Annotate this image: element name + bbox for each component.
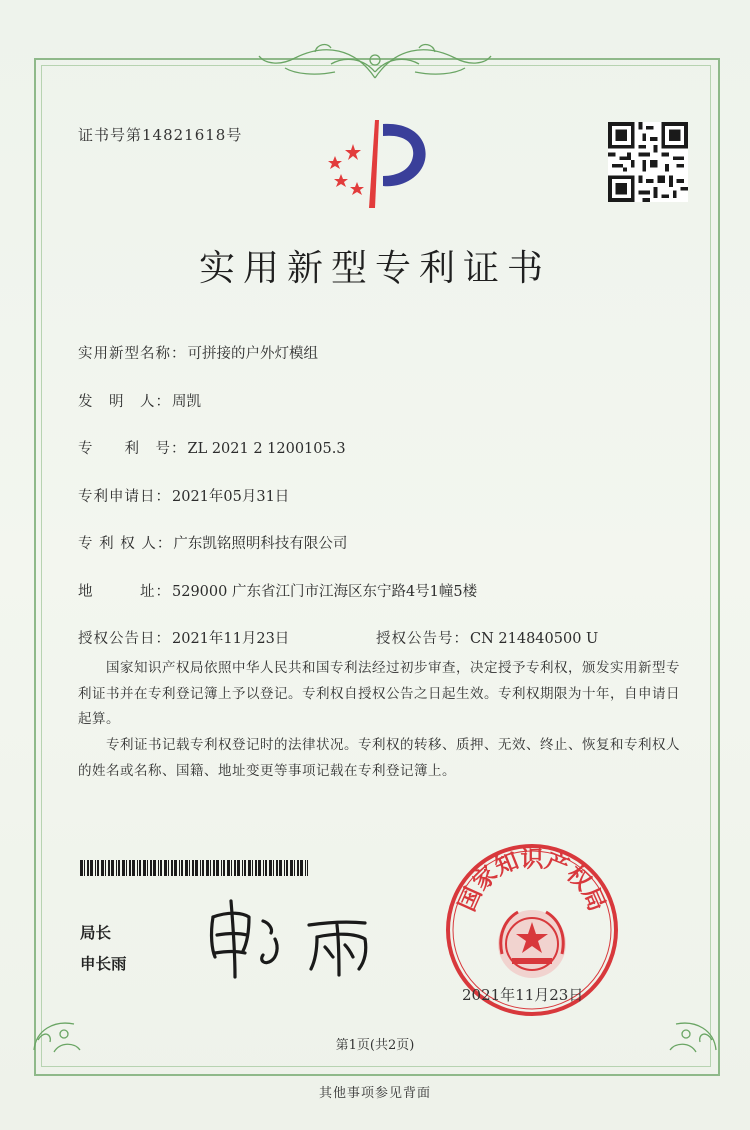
field-value: 广东凯铭照明科技有限公司 (173, 536, 348, 552)
field-address: 地 址： 529000 广东省江门市江海区东宁路4号1幢5楼 (78, 580, 477, 601)
body-paragraph-1: 国家知识产权局依照中华人民共和国专利法经过初步审查，决定授予专利权，颁发实用新型专利证书并在专利登记簿上予以登记。专利权自授权公告之日起生效。专利权期限为十年，自申请日起算。 (78, 660, 680, 727)
seal-date: 2021年11月23日 (462, 986, 584, 1004)
field-value: ZL 2021 2 1200105.3 (187, 441, 346, 457)
cnipa-logo-icon (313, 112, 438, 212)
certificate-title: 实用新型专利证书 (198, 248, 551, 289)
field-value: CN 214840500 U (470, 631, 599, 647)
seal-text: 国家知识产权局 (454, 846, 610, 916)
director-name: 申长雨 (80, 955, 127, 973)
field-label: 授权公告号 (376, 631, 454, 647)
field-label: 授权公告日 (78, 631, 156, 647)
page-number: 第1页(共2页) (335, 1038, 415, 1053)
field-label: 地 址 (78, 584, 156, 600)
barcode-icon (80, 860, 308, 876)
field-patent-number: 专 利 号： ZL 2021 2 1200105.3 (78, 437, 346, 458)
certificate-number: 证书号第14821618号 (78, 126, 243, 144)
field-label: 实用新型名称 (78, 346, 171, 362)
field-inventor: 发 明 人： 周凯 (78, 390, 201, 411)
footer-note: 其他事项参见背面 (318, 1086, 431, 1101)
director-title: 局长 (80, 924, 112, 942)
field-value: 2021年11月23日 (172, 631, 290, 647)
signature-icon (205, 895, 380, 980)
field-label: 专 利 号 (78, 441, 171, 457)
field-value: 529000 广东省江门市江海区东宁路4号1幢5楼 (172, 584, 478, 600)
field-filing-date: 专利申请日： 2021年05月31日 (78, 485, 289, 506)
top-ornament-icon (255, 38, 495, 82)
field-label: 专利申请日 (78, 489, 156, 505)
field-label: 发 明 人 (78, 394, 156, 410)
field-label: 专 利 权 人 (78, 536, 157, 552)
field-value: 2021年05月31日 (172, 489, 290, 505)
field-value: 可拼接的户外灯模组 (187, 346, 318, 362)
field-grant-date: 授权公告日： 2021年11月23日 (78, 627, 289, 648)
field-grant-number: 授权公告号： CN 214840500 U (376, 627, 598, 648)
field-patentee: 专 利 权 人： 广东凯铭照明科技有限公司 (78, 532, 347, 553)
svg-text:国家知识产权局 (454, 847, 610, 916)
field-utility-model-name: 实用新型名称： 可拼接的户外灯模组 (78, 342, 318, 363)
body-paragraph-2: 专利证书记载专利权登记时的法律状况。专利权的转移、质押、无效、终止、恢复和专利权人的姓名或名称、国籍、地址变更等事项记载在专利登记簿上。 (78, 737, 680, 779)
qr-code-icon (608, 122, 688, 202)
field-value: 周凯 (172, 394, 201, 410)
